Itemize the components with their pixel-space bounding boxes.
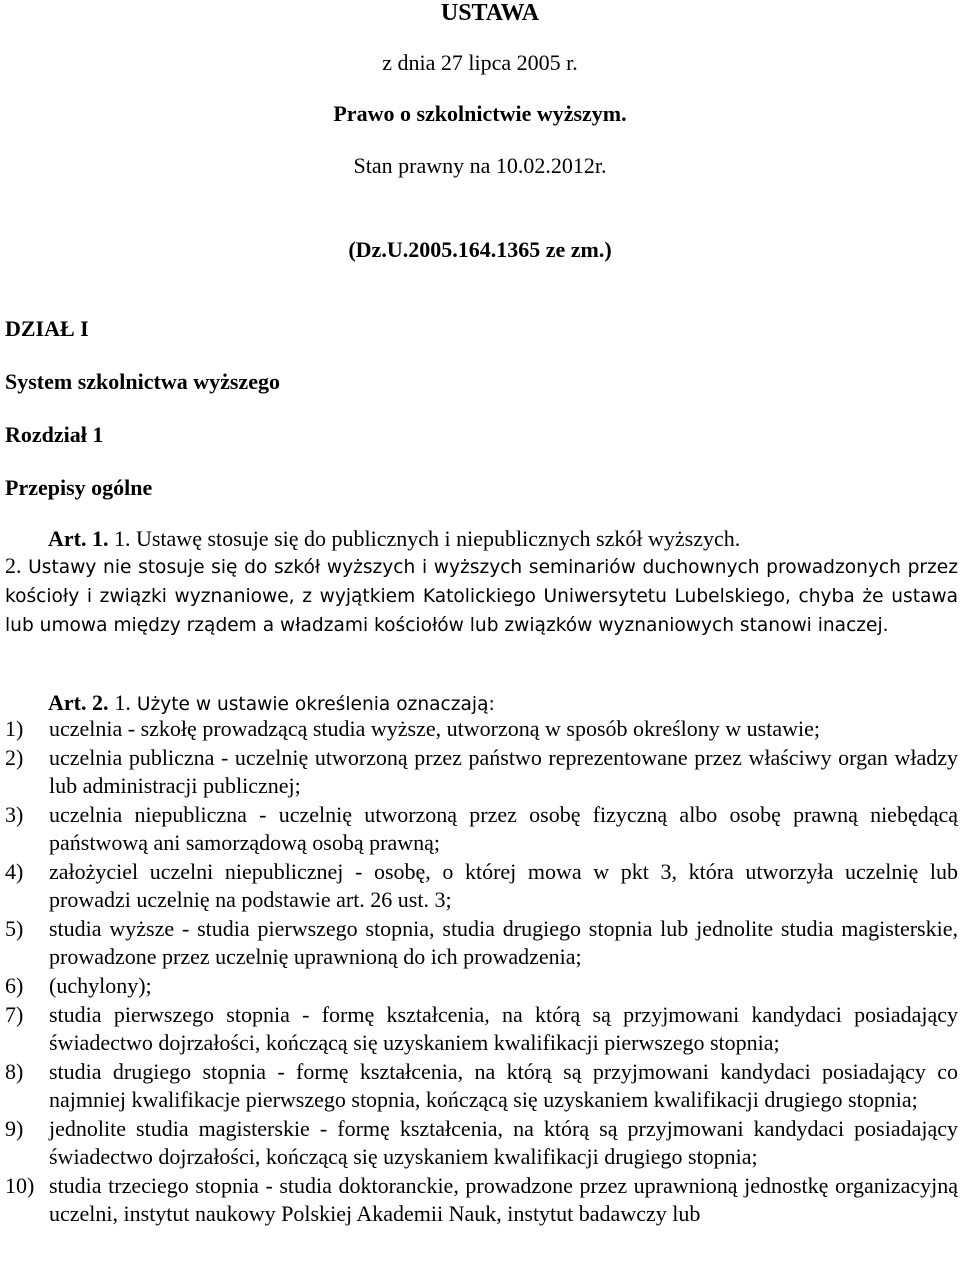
- definition-text: uczelnia publiczna - uczelnię utworzoną przez państwo reprezentowane przez właściwy organ władzy lub administracji publicznej;: [49, 745, 958, 798]
- definition-number: 6): [5, 973, 24, 998]
- article-1-p2-number: 2.: [5, 553, 22, 578]
- article-2-p1-number: 1.: [114, 690, 131, 715]
- article-1-paragraph-1: [48, 526, 740, 552]
- chapter-heading: Rozdział 1: [5, 422, 104, 447]
- definition-number: 10): [5, 1173, 35, 1198]
- definition-number: 9): [5, 1116, 24, 1141]
- article-1-p1-number: 1.: [113, 526, 131, 551]
- document-date: z dnia 27 lipca 2005 r.: [382, 50, 578, 75]
- list-item: [5, 801, 958, 857]
- division-title: System szkolnictwa wyższego: [5, 369, 280, 394]
- article-1-p1-text: Ustawę stosuje się do publicznych i niepublicznych szkół wyższych.: [135, 526, 741, 551]
- definitions-list: [5, 715, 958, 1229]
- legal-status: Stan prawny na 10.02.2012r.: [353, 153, 607, 178]
- chapter-title: Przepisy ogólne: [5, 475, 153, 500]
- list-item: [5, 1001, 958, 1057]
- article-1-paragraph-2: [5, 551, 958, 640]
- definition-number: 8): [5, 1059, 24, 1084]
- definition-text: studia wyższe - studia pierwszego stopnia, studia drugiego stopnia lub jednolite studia magisterskie, prowadzone przez uczelnię uprawnioną do ich prowadzenia;: [49, 916, 958, 969]
- definition-text: studia pierwszego stopnia - formę kształcenia, na którą są przyjmowani kandydaci posiadający świadectwo dojrzałości, kończącą się uzyskaniem kwalifikacji pierwszego stopnia;: [49, 1002, 958, 1055]
- list-item: [5, 972, 958, 1000]
- definition-number: 5): [5, 916, 24, 941]
- article-2-intro: [48, 690, 495, 716]
- definition-text: założyciel uczelni niepublicznej - osobę, o której mowa w pkt 3, która utworzyła uczelnię lub prowadzi uczelnię na podstawie art. 26 ust. 3;: [49, 859, 958, 912]
- definition-text: uczelnia niepubliczna - uczelnię utworzoną przez osobę fizyczną albo osobę prawną niebędącą państwową ani samorządową osobą prawną;: [49, 802, 958, 855]
- definition-text: studia trzeciego stopnia - studia doktoranckie, prowadzone przez uprawnioną jednostkę organizacyjną uczelni, instytut naukowy Polskiej Akademii Nauk, instytut badawczy lub: [49, 1173, 958, 1226]
- definition-text: jednolite studia magisterskie - formę kształcenia, na którą są przyjmowani kandydaci posiadający świadectwo dojrzałości, kończącą się uzyskaniem kwalifikacji drugiego stopnia;: [49, 1116, 958, 1169]
- definition-number: 2): [5, 745, 24, 770]
- document-title: USTAWA: [440, 0, 540, 26]
- definition-number: 7): [5, 1002, 24, 1027]
- list-item: [5, 1172, 958, 1228]
- list-item: [5, 715, 958, 743]
- definition-text: uczelnia - szkołę prowadzącą studia wyższe, utworzoną w sposób określony w ustawie;: [49, 716, 820, 741]
- definition-text: (uchylony);: [49, 973, 152, 998]
- journal-reference: (Dz.U.2005.164.1365 ze zm.): [348, 237, 612, 262]
- division-heading: DZIAŁ I: [5, 316, 89, 341]
- list-item: [5, 1058, 958, 1114]
- law-name: Prawo o szkolnictwie wyższym.: [333, 101, 627, 126]
- article-2-intro-text: Użyte w ustawie określenia oznaczają:: [136, 694, 495, 715]
- article-2-label: Art. 2.: [48, 690, 109, 715]
- definition-text: studia drugiego stopnia - formę kształcenia, na którą są przyjmowani kandydaci posiadający co najmniej kwalifikacje pierwszego stopnia, kończącą się uzyskaniem kwalifikacji drugiego stopnia;: [49, 1059, 958, 1112]
- article-1-p2-text: Ustawy nie stosuje się do szkół wyższych i wyższych seminariów duchownych prowadzonych przez kościoły i związki wyznaniowe, z wyjątkiem Katolickiego Uniwersytetu Lubelskiego, chyba że ustawa lub umowa między rządem a władzami kościołów lub związków wyznaniowych stanowi inaczej.: [5, 557, 958, 636]
- definition-number: 1): [5, 716, 24, 741]
- list-item: [5, 1115, 958, 1171]
- definition-number: 4): [5, 859, 24, 884]
- article-1-label: Art. 1.: [48, 526, 109, 551]
- definition-number: 3): [5, 802, 24, 827]
- list-item: [5, 858, 958, 914]
- list-item: [5, 744, 958, 800]
- list-item: [5, 915, 958, 971]
